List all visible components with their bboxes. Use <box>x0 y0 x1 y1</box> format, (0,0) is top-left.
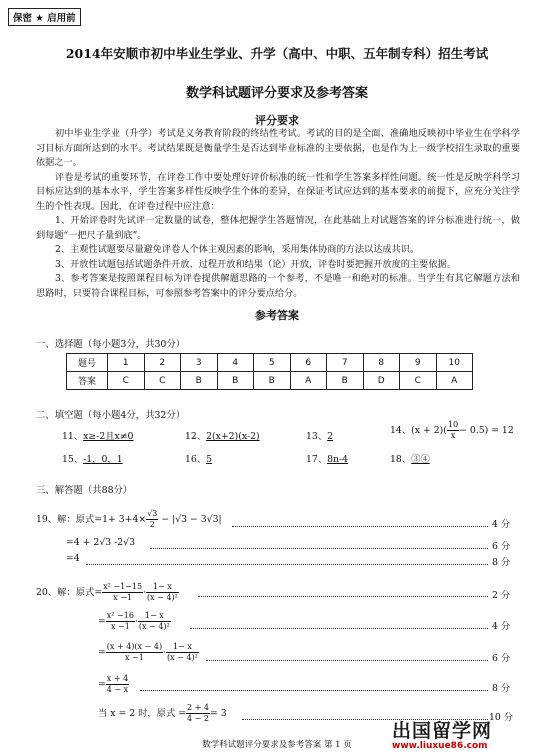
equals-sign: = <box>98 647 106 658</box>
q20-line-4 <box>98 674 129 695</box>
fill-answer-15 <box>62 451 123 465</box>
table-cell: 8 <box>363 354 400 372</box>
table-cell: 10 <box>436 354 473 372</box>
numerator: x² −1−15 <box>103 582 143 591</box>
question-number: 12、 <box>185 431 207 442</box>
denominator: x −1 <box>125 653 144 662</box>
table-cell: 9 <box>400 354 437 372</box>
answer-text: (x + 2)( <box>411 425 447 436</box>
numerator: 1− x <box>146 582 179 593</box>
denominator: x −1 <box>110 622 130 631</box>
denominator: 2 <box>149 520 155 529</box>
fill-answer-12 <box>185 428 260 442</box>
question-number: 18、 <box>390 454 412 465</box>
numerator: 2 + 4 <box>187 703 209 712</box>
fill-answer-18 <box>390 451 430 465</box>
q19-line-3: =4 <box>66 553 80 564</box>
denominator: (x − 4)² <box>138 622 170 631</box>
fill-answer-17 <box>306 451 348 465</box>
requirements-heading: 评分要求 <box>255 114 299 127</box>
denominator: 4 − x <box>106 685 129 694</box>
table-cell: 答案 <box>67 372 108 390</box>
fill-heading: 二、填空题（每小题4分，共32分） <box>36 410 186 421</box>
question-number: 17、 <box>306 454 328 465</box>
answers-heading: 参考答案 <box>255 309 299 322</box>
table-cell: B <box>327 372 364 390</box>
score-label: 4 分 <box>492 519 511 530</box>
fill-answer-13 <box>306 428 333 442</box>
score-label: 6 分 <box>492 653 511 664</box>
requirements-paragraph: 1、开始评卷时先试评一定数量的试卷，整体把握学生答题情况，在此基础上对试题答案的评分标准进行统一，做到每题“一把尺子量到底”。 <box>36 215 520 241</box>
table-cell: 3 <box>181 354 218 372</box>
q20-line-5 <box>98 703 227 724</box>
denominator: x −1 <box>113 593 132 602</box>
table-cell: 2 <box>144 354 181 372</box>
score-label: 10 分 <box>489 712 514 723</box>
fraction <box>166 642 199 663</box>
numerator: 1− x <box>138 611 171 622</box>
dot-operator: · <box>143 587 147 598</box>
denominator: 4 − 2 <box>187 714 209 723</box>
fraction <box>146 509 158 530</box>
table-cell: B <box>254 372 291 390</box>
fraction <box>106 611 135 632</box>
requirements-paragraph: 2、主观性试题要尽量避免评卷人个体主观因素的影响，采用集体协商的方法以达成共识。 <box>55 244 420 255</box>
equals-sign: = <box>98 616 106 627</box>
dot-operator: · <box>163 647 167 658</box>
fraction <box>106 642 163 663</box>
score-label: 6 分 <box>492 541 511 552</box>
table-cell: 6 <box>290 354 327 372</box>
requirements-paragraph: 3、参考答案是按照课程目标为评卷提供解题思路的一个参考，不是唯一和绝对的标准。当学生有其它解题方法和思路时，只要符合课程目标，可参照参考答案中的评分要点给分。 <box>36 273 520 299</box>
table-cell: C <box>400 372 437 390</box>
watermark-url: www.liuxue86.com <box>392 741 488 751</box>
dotted-leader <box>150 548 488 549</box>
score-label: 8 分 <box>492 557 511 568</box>
document-title: 数学科试题评分要求及参考答案 <box>185 86 368 101</box>
requirements-paragraph: 初中毕业生学业（升学）考试是义务教育阶段的终结性考试。考试的目的是全面、准确地反映初中毕业生在学科学习目标方面所达到的水平。考试结果既是衡量学生是否达到毕业标准的主要依据，也是作为上一级学校招生录取的重要依据之一。 <box>36 128 520 168</box>
numerator: (x + 4)(x − 4) <box>106 642 163 651</box>
requirements-paragraph: 3、开放性试题包括试题条件开放、过程开放和结果（论）开放，评卷时要把握开放度的主要依据。 <box>55 258 456 270</box>
confidential-label: 保密 ★ 启用前 <box>8 8 81 26</box>
table-cell: B <box>217 372 254 390</box>
answer-text: ③④ <box>411 454 430 465</box>
site-watermark-logo <box>392 716 492 751</box>
requirements-paragraph: 评卷是考试的重要环节，在评卷工作中要处理好评价标准的统一性和学生答案多样性问题。统一性是反映学科学习目标应达到的基本水平，学生答案多样性反映学生个体的差异，在保证考试应达到的基本要求的前提下，应充分关注学生的个性表现。因此，在评卷过程中应注意： <box>36 171 520 212</box>
denominator: (x − 4)² <box>167 653 198 662</box>
requirements-body <box>36 127 520 301</box>
score-label: 4 分 <box>492 621 511 632</box>
answer-text: 2 <box>327 431 334 442</box>
fill-answer-11 <box>62 428 133 442</box>
choice-answer-table <box>66 353 473 390</box>
fraction <box>106 674 129 695</box>
numerator: x² −16 <box>106 611 134 620</box>
equals-sign: = <box>98 679 106 690</box>
choice-heading: 一、选择题（每小题3分，共30分） <box>36 339 186 350</box>
solution-text: 当 x = 2 时，原式 = <box>98 708 186 719</box>
table-cell: D <box>363 372 400 390</box>
table-cell: C <box>144 372 181 390</box>
solution-text: 20、解：原式= <box>36 587 103 598</box>
dotted-leader <box>232 526 488 527</box>
fraction <box>102 582 143 603</box>
score-label: 8 分 <box>492 683 511 694</box>
question-number: 11、 <box>62 431 84 442</box>
question-number: 14、 <box>390 425 412 436</box>
answer-text: -1，0，1 <box>83 454 123 465</box>
fill-answer-14 <box>390 420 514 441</box>
denominator: (x − 4)² <box>147 593 178 602</box>
dotted-leader <box>198 596 488 597</box>
answer-text: 2(x+2)(x-2) <box>206 431 260 442</box>
table-cell: 题号 <box>67 354 108 372</box>
numerator: 1− x <box>166 642 199 653</box>
dotted-leader <box>206 660 488 661</box>
exam-title: 2014年安顺市初中毕业生学业、升学（高中、中职、五年制专科）招生考试 <box>65 46 489 61</box>
table-row <box>67 372 473 390</box>
table-cell: C <box>108 372 145 390</box>
table-cell: A <box>436 372 473 390</box>
q20-line-3 <box>98 642 199 663</box>
q20-line-2 <box>98 611 171 632</box>
denominator: x <box>450 431 456 440</box>
numerator: x + 4 <box>106 674 129 683</box>
fraction <box>447 420 459 441</box>
table-cell: A <box>290 372 327 390</box>
fraction <box>146 582 179 603</box>
solution-text: = 3 <box>209 708 227 719</box>
answer-text: x≥-2且x≠0 <box>83 431 134 442</box>
fraction <box>138 611 171 632</box>
dotted-leader <box>190 628 488 629</box>
fill-answer-16 <box>185 451 212 465</box>
dot-operator: · <box>134 616 138 627</box>
table-cell: B <box>181 372 218 390</box>
question-number: 16、 <box>185 454 207 465</box>
table-cell: 5 <box>254 354 291 372</box>
question-number: 15、 <box>62 454 84 465</box>
fraction <box>186 703 210 724</box>
dotted-leader <box>86 564 488 565</box>
solution-text: 19、解：原式=1+ 3+4× <box>36 514 147 525</box>
table-cell: 4 <box>217 354 254 372</box>
q20-line-1 <box>36 582 179 603</box>
answer-text: − 0.5) = 12 <box>459 425 514 436</box>
dotted-leader <box>140 690 488 691</box>
answer-text: 8n-4 <box>327 454 349 465</box>
numerator: 10 <box>447 420 459 429</box>
answer-text: 5 <box>206 454 213 465</box>
score-label: 2 分 <box>492 590 511 601</box>
solve-heading: 三、解答题（共88分） <box>36 485 133 496</box>
q19-line-1 <box>36 509 222 530</box>
watermark-title: 出国留学网 <box>392 720 493 742</box>
numerator: √3 <box>147 509 158 518</box>
table-cell: 1 <box>108 354 145 372</box>
table-row <box>67 354 473 372</box>
solution-text: − |√3 − 3√3| <box>158 514 222 525</box>
question-number: 13、 <box>306 431 328 442</box>
page-footer: 数学科试题评分要求及参考答案 第 1 页 <box>202 740 352 750</box>
table-cell: 7 <box>327 354 364 372</box>
q19-line-2: =4 + 2√3 -2√3 <box>66 537 136 548</box>
